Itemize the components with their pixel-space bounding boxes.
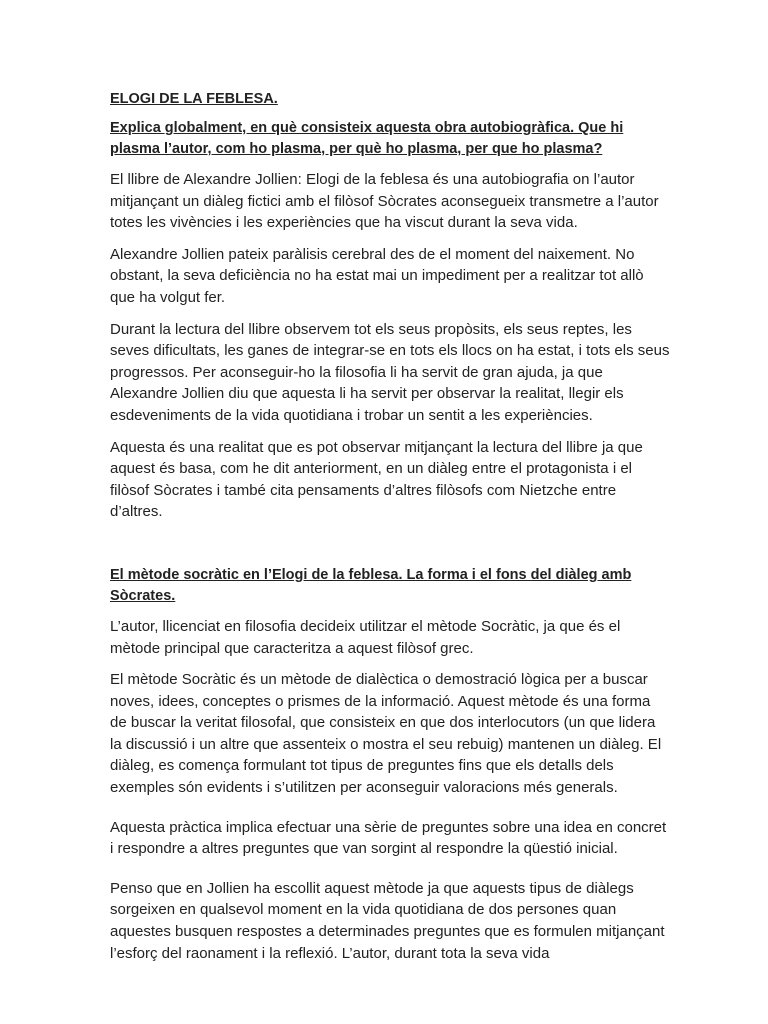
section1-paragraph-1: El llibre de Alexandre Jollien: Elogi de la feblesa és una autobiografia on l’autor mitjançant un diàleg fictici amb el filòsof Sòcrates aconsegueix transmetre a l’autor totes les vivències i les experiències que ha viscut durant la seva vida. [110, 171, 659, 232]
section1-paragraph-2: Alexandre Jollien pateix paràlisis cerebral des de el moment del naixement. No obstant, la seva deficiència no ha estat mai un impediment per a realitzar tot allò que ha volgut fer. [110, 245, 644, 306]
document-title: ELOGI DE LA FEBLESA. [110, 91, 278, 107]
section1-paragraph-3: Durant la lectura del llibre observem tot els seus propòsits, els seus reptes, les seves dificultats, les ganes de integrar-se en tots els llocs on ha estat, i tots els seus progressos. Per aconseguir-ho la filosofia li ha servit de gran ajuda, ja que Alexandre Jollien diu que aquesta li ha servit per observar la realitat, llegir els esdeveniments de la vida quotidiana i trobar un sentit a les experiències. [110, 320, 670, 424]
section2-paragraph-1: L’autor, llicenciat en filosofia decideix utilitzar el mètode Socràtic, ja que és el mètode principal que caracteritza a aquest filòsof grec. [110, 617, 621, 657]
section2-paragraph-3: Aquesta pràctica implica efectuar una sèrie de preguntes sobre una idea en concret i respondre a altres preguntes que van sorgint al respondre la qüestió inicial. [110, 818, 667, 858]
section-spacer [110, 533, 670, 565]
document-page [110, 89, 670, 974]
paragraph-spacer [110, 870, 670, 878]
paragraph-spacer [110, 809, 670, 817]
section2-paragraph-2: El mètode Socràtic és un mètode de dialèctica o demostració lògica per a buscar noves, idees, conceptes o prismes de la informació. Aquest mètode és una forma de buscar la veritat filosofal, que consisteix en que dos interlocutors (un que lidera la discussió i un altre que assenteix o mostra el seu rebuig) mantenen un diàleg. El diàleg, es comença formulant tot tipus de preguntes fins que els detalls dels exemples són evidents i s’utilitzen per aconseguir valoracions més generals. [110, 671, 662, 797]
section2-heading: El mètode socràtic en l’Elogi de la feblesa. La forma i el fons del diàleg amb Sòcrates. [110, 566, 632, 604]
section1-heading: Explica globalment, en què consisteix aquesta obra autobiogràfica. Que hi plasma l’autor, com ho plasma, per què ho plasma, per que ho plasma? [110, 120, 624, 157]
section1-paragraph-4: Aquesta és una realitat que es pot observar mitjançant la lectura del llibre ja que aquest és basa, com he dit anteriorment, en un diàleg entre el protagonista i el filòsof Sòcrates i també cita pensaments d’altres filòsofs com Nietzche entre d’altres. [110, 438, 643, 521]
section2-paragraph-4: Penso que en Jollien ha escollit aquest mètode ja que aquests tipus de diàlegs sorgeixen en qualsevol moment en la vida quotidiana de dos persones quan aquestes busquen respostes a determinades preguntes que es formulen mitjançant l’esforç del raonament i la reflexió. L’autor, durant tota la seva vida [110, 879, 665, 962]
